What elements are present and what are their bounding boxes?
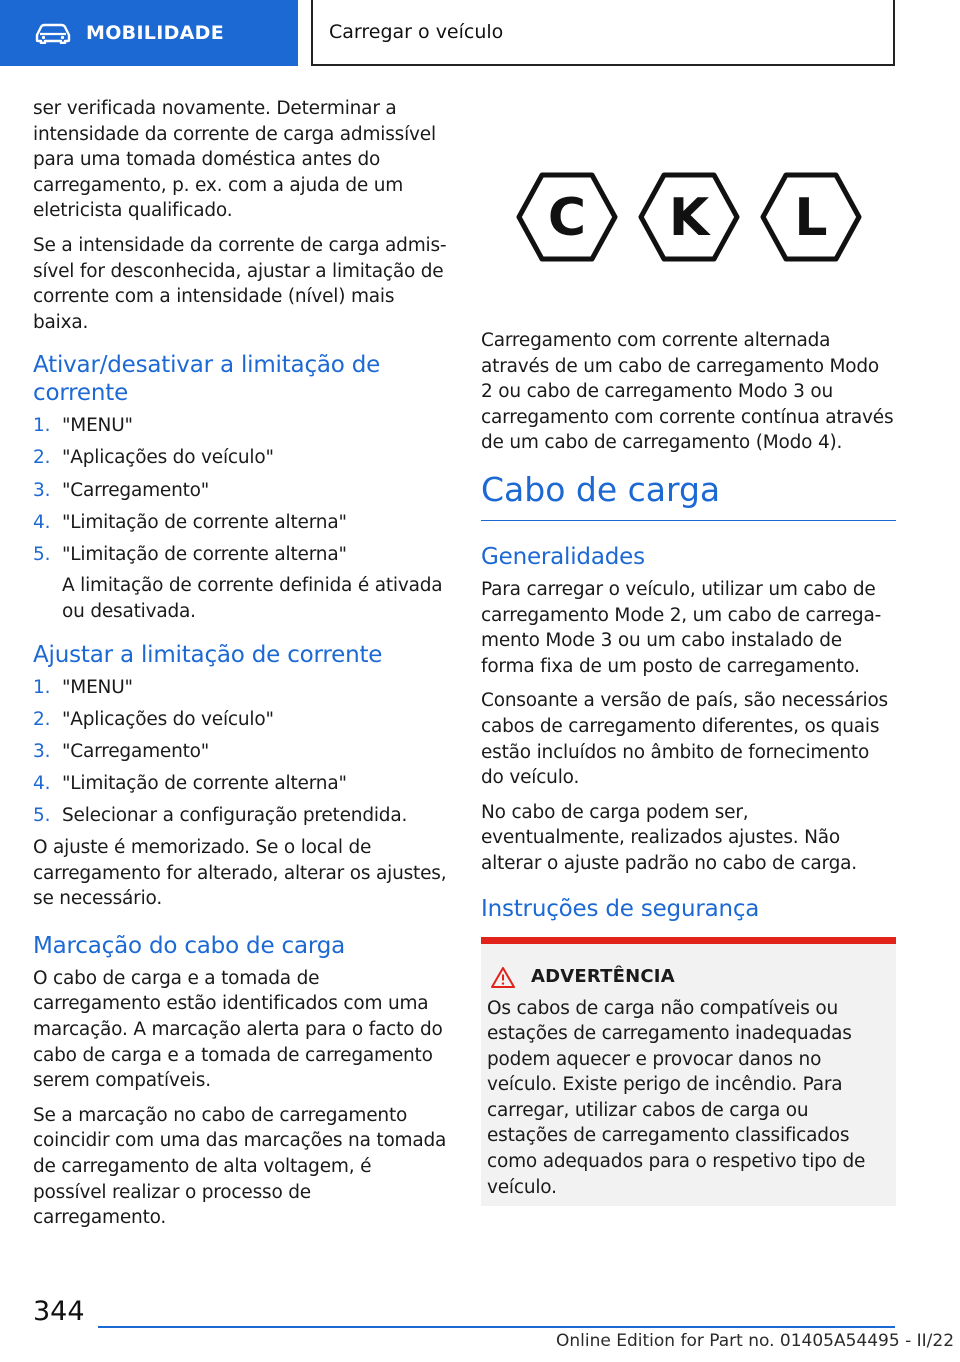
warning-text: Os cabos de carga não compatíveis ou estações de carregamento inadequadas podem aquecer e provocar danos no veículo. Existe perigo de incêndio. Para carregar, utilizar cabos de carga ou estações de carregamento classificados como adequados para o respetivo tipo de veículo. — [487, 997, 866, 1198]
step-text: "MENU" — [62, 415, 133, 437]
marking-l-icon — [760, 171, 862, 263]
step-text: "Limitação de corrente alterna" — [62, 772, 347, 794]
step-number: 5. — [33, 804, 51, 826]
list-item — [33, 542, 448, 568]
step-number: 2. — [33, 708, 51, 730]
chapter-title: Carregar o veículo — [329, 21, 504, 43]
right-column — [481, 96, 896, 1206]
heading-adjust: Ajustar a limitação de corrente — [33, 641, 383, 668]
marking-letter: K — [668, 188, 709, 248]
heading-activate: Ativar/desativar a limitação de corrente — [33, 352, 381, 407]
marking-c-icon — [516, 171, 618, 263]
step-text: Selecionar a configuração pretendida. — [62, 804, 408, 826]
step-number: 1. — [33, 676, 51, 698]
warning-header — [487, 966, 886, 988]
paragraph: Se a intensidade da corrente de carga admissível for desconhecida, ajustar a limitação de corrente com a intensidade (nível) mais baixa. — [33, 234, 447, 333]
step-text: "Aplicações do veículo" — [62, 447, 274, 469]
paragraph: Para carregar o veículo, utilizar um cabo de carregamento Mode 2, um cabo de carregamento Mode 3 ou um cabo instalado de forma fixa de um posto de carregamento. — [481, 578, 882, 677]
marking-letter: C — [547, 188, 586, 248]
step-number: 1. — [33, 415, 51, 437]
step-text: "Aplicações do veículo" — [62, 708, 274, 730]
marking-k-icon — [638, 171, 740, 263]
paragraph: Se a marcação no cabo de carregamento coincidir com uma das marcações na tomada de carregamento de alta voltagem, é possível realizar o processo de carregamento. — [33, 1104, 447, 1229]
symbols-description: Carregamento com corrente alternada através de um cabo de carregamento Modo 2 ou cabo de carregamento Modo 3 ou carregamento com corrente contínua através de um cabo de carregamento (Modo 4). — [481, 330, 894, 454]
paragraph: O ajuste é memorizado. Se o local de carregamento for alterado, alterar os ajustes, se necessário. — [33, 836, 447, 910]
warning-label: ADVERTÊNCIA — [531, 966, 675, 987]
list-item — [33, 478, 448, 504]
list-item — [33, 675, 448, 701]
footer-divider — [98, 1326, 895, 1328]
step-text: "MENU" — [62, 676, 133, 698]
step-text: "Limitação de corrente alterna" — [62, 543, 347, 565]
list-item — [33, 510, 448, 536]
list-item — [33, 413, 448, 439]
step-text: "Carregamento" — [62, 479, 210, 501]
warning-triangle-icon — [491, 966, 515, 988]
chapter-header — [311, 0, 895, 66]
steps-activate — [33, 413, 448, 567]
step-text: "Carregamento" — [62, 740, 210, 762]
step-number: 2. — [33, 447, 51, 469]
step-number: 3. — [33, 479, 51, 501]
page-number: 344 — [33, 1296, 85, 1327]
step-number: 4. — [33, 772, 51, 794]
step-number: 3. — [33, 740, 51, 762]
heading-cable: Cabo de carga — [481, 470, 896, 521]
paragraph: ser verificada novamente. Determinar a intensidade da corrente de carga admissível para uma tomada doméstica antes do carregamento, p. ex. com a ajuda de um eletricista qualificado. — [33, 98, 436, 222]
step-number: 4. — [33, 511, 51, 533]
left-column — [33, 96, 448, 1240]
step-note: A limitação de corrente definida é ativada ou desativada. — [62, 575, 443, 622]
list-item — [33, 771, 448, 797]
steps-adjust — [33, 675, 448, 829]
heading-safety: Instruções de segurança — [481, 895, 760, 922]
heading-marking: Marcação do cabo de carga — [33, 932, 346, 959]
cable-marking-symbols — [481, 96, 896, 328]
step-number: 5. — [33, 543, 51, 565]
section-tab — [0, 0, 298, 66]
car-icon — [34, 22, 72, 44]
list-item — [33, 739, 448, 765]
warning-box — [481, 937, 896, 1207]
list-item — [33, 445, 448, 471]
list-item — [33, 803, 448, 829]
paragraph: O cabo de carga e a tomada de carregamento estão identificados com uma marcação. A marcação alerta para o facto do cabo de carga e a tomada de carregamento serem compatíveis. — [33, 967, 443, 1092]
marking-letter: L — [793, 188, 828, 248]
step-text: "Limitação de corrente alterna" — [62, 511, 347, 533]
section-title: MOBILIDADE — [86, 22, 225, 44]
paragraph: No cabo de carga podem ser, eventualmente, realizados ajustes. Não alterar o ajuste padrão no cabo de carga. — [481, 801, 857, 874]
paragraph: Consoante a versão de país, são necessários cabos de carregamento diferentes, os quais estão incluídos no âmbito de fornecimento do veículo. — [481, 690, 888, 789]
list-item — [33, 707, 448, 733]
edition-note: Online Edition for Part no. 01405A54495 - II/22 — [556, 1331, 955, 1351]
heading-general: Generalidades — [481, 543, 645, 570]
